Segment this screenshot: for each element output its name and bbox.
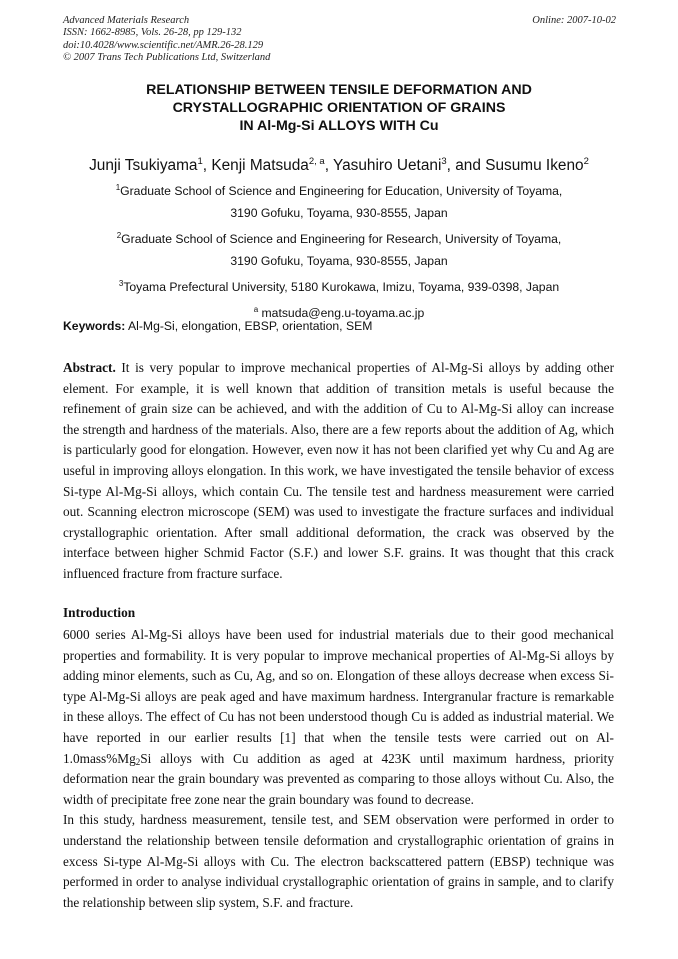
title-line-1: RELATIONSHIP BETWEEN TENSILE DEFORMATION AND [146, 82, 532, 98]
title-line-2: CRYSTALLOGRAPHIC ORIENTATION OF GRAINS [172, 99, 506, 116]
author-separator: , and [446, 157, 486, 175]
author-name: Susumu Ikeno [485, 157, 584, 175]
paper-title [60, 82, 618, 135]
affiliation-text: Toyama Prefectural University, 5180 Kurokawa, Imizu, Toyama, 939-0398, Japan [123, 279, 560, 294]
introduction-body [63, 625, 614, 913]
author-affil-sup: 3 [441, 156, 447, 167]
subscript: 2 [135, 756, 141, 767]
journal-name: Advanced Materials Research [63, 15, 190, 26]
abstract-text: It is very popular to improve mechanical properties of Al-Mg-Si alloys by adding other element. For example, it is well known that addition of transition metals is useful because the refinement of grain size can be achieved, and with the addition of Cu to Al-Mg-Si alloy can increase the strength and hardness of the materials. Also, there are a few reports about the addition of Ag, which is particularly good for elongation. However, even now it has not been clarified yet why Cu and Ag are useful in improving alloys elongation. In this work, we have investigated the tensile behavior of excess Si-type Al-Mg-Si alloys, which contain Cu. The tensile test and hardness measurement were carried out. Scanning electron microscope (SEM) was used to investigate the fracture surfaces and individual crystallographic orientation. After small additional deformation, the crack was observed by the interface between higher Schmid Factor (S.F.) and lower S.F. grains. It was thought that this crack influenced fracture from fracture surface. [63, 360, 614, 581]
keywords-line [63, 319, 372, 333]
author-name: Yasuhiro Uetani [333, 157, 442, 175]
affiliation-2 [40, 225, 638, 251]
author-email: matsuda@eng.u-toyama.ac.jp [258, 305, 425, 320]
email-sup: a [253, 304, 259, 314]
keywords-text: Al-Mg-Si, elongation, EBSP, orientation, SEM [125, 319, 373, 333]
introduction-heading: Introduction [63, 605, 136, 620]
intro-text: 6000 series Al-Mg-Si alloys have been used for industrial materials due to their good mechanical properties and formability. It is very popular to improve mechanical properties of Al-Mg-Si alloys by adding minor elements, such as Cu, Ag, and so on. Elongation of these alloys decrease when excess Si-type Al-Mg-Si alloys are peak aged and have maximum hardness. Intergranular fracture is remarkable in these alloys. The effect of Cu has not been understood though Cu is added as industrial material. We have reported in our earlier results [1] that when the tensile tests were carried out on Al-1.0mass%Mg [63, 627, 614, 766]
journal-header [63, 15, 270, 65]
intro-text: Si alloys with Cu addition as aged at 423K until maximum hardness, priority deformation near the grain boundary was prevented as comparing to those alloys without Cu. Also, the width of precipitate free zone near the grain boundary was found to decrease. [63, 750, 614, 807]
affiliation-block [40, 177, 638, 325]
title-line-3: IN Al-Mg-Si ALLOYS WITH Cu [239, 117, 439, 134]
author-list [40, 152, 638, 176]
author-separator: , [324, 157, 333, 175]
keywords-label: Keywords: [63, 319, 126, 333]
author-name: Kenji Matsuda [211, 157, 309, 175]
abstract-label: Abstract. [63, 360, 116, 375]
affiliation-3 [40, 273, 638, 299]
author-name: Junji Tsukiyama [89, 157, 198, 175]
online-date: Online: 2007-10-02 [532, 15, 616, 26]
affiliation-1 [40, 177, 638, 203]
abstract-paragraph [63, 358, 614, 585]
affiliation-sup: 2 [116, 230, 122, 240]
affiliation-sup: 1 [115, 183, 121, 192]
issn-line: ISSN: 1662-8985, Vols. 26-28, pp 129-132 [63, 27, 242, 39]
author-affil-sup: 1 [197, 156, 203, 167]
affiliation-2-address: 3190 Gofuku, Toyama, 930-8555, Japan [230, 253, 448, 268]
introduction-paragraph-1 [63, 625, 614, 810]
affiliation-text: Graduate School of Science and Engineering for Education, University of Toyama, [120, 184, 563, 199]
copyright-line: © 2007 Trans Tech Publications Ltd, Switzerland [63, 52, 271, 64]
affiliation-text: Graduate School of Science and Engineering for Research, University of Toyama, [121, 231, 562, 246]
author-separator: , [202, 157, 212, 175]
doi-line: doi:10.4028/www.scientific.net/AMR.26-28.129 [63, 39, 264, 51]
introduction-paragraph-2: In this study, hardness measurement, tensile test, and SEM observation were performed in order to understand the relationship between tensile deformation and crystallographic orientation of grains in excess Si-type Al-Mg-Si alloys with Cu. The electron backscattered pattern (EBSP) technique was performed in order to analyse individual crystallographic orientation of grains in sample, and to clarify the relationship between slip system, S.F. and fracture. [63, 812, 614, 910]
affiliation-sup: 3 [118, 278, 124, 288]
author-affil-sup: 2 [583, 156, 589, 167]
affiliation-1-address: 3190 Gofuku, Toyama, 930-8555, Japan [230, 205, 448, 220]
author-affil-sup: 2, a [308, 156, 325, 167]
